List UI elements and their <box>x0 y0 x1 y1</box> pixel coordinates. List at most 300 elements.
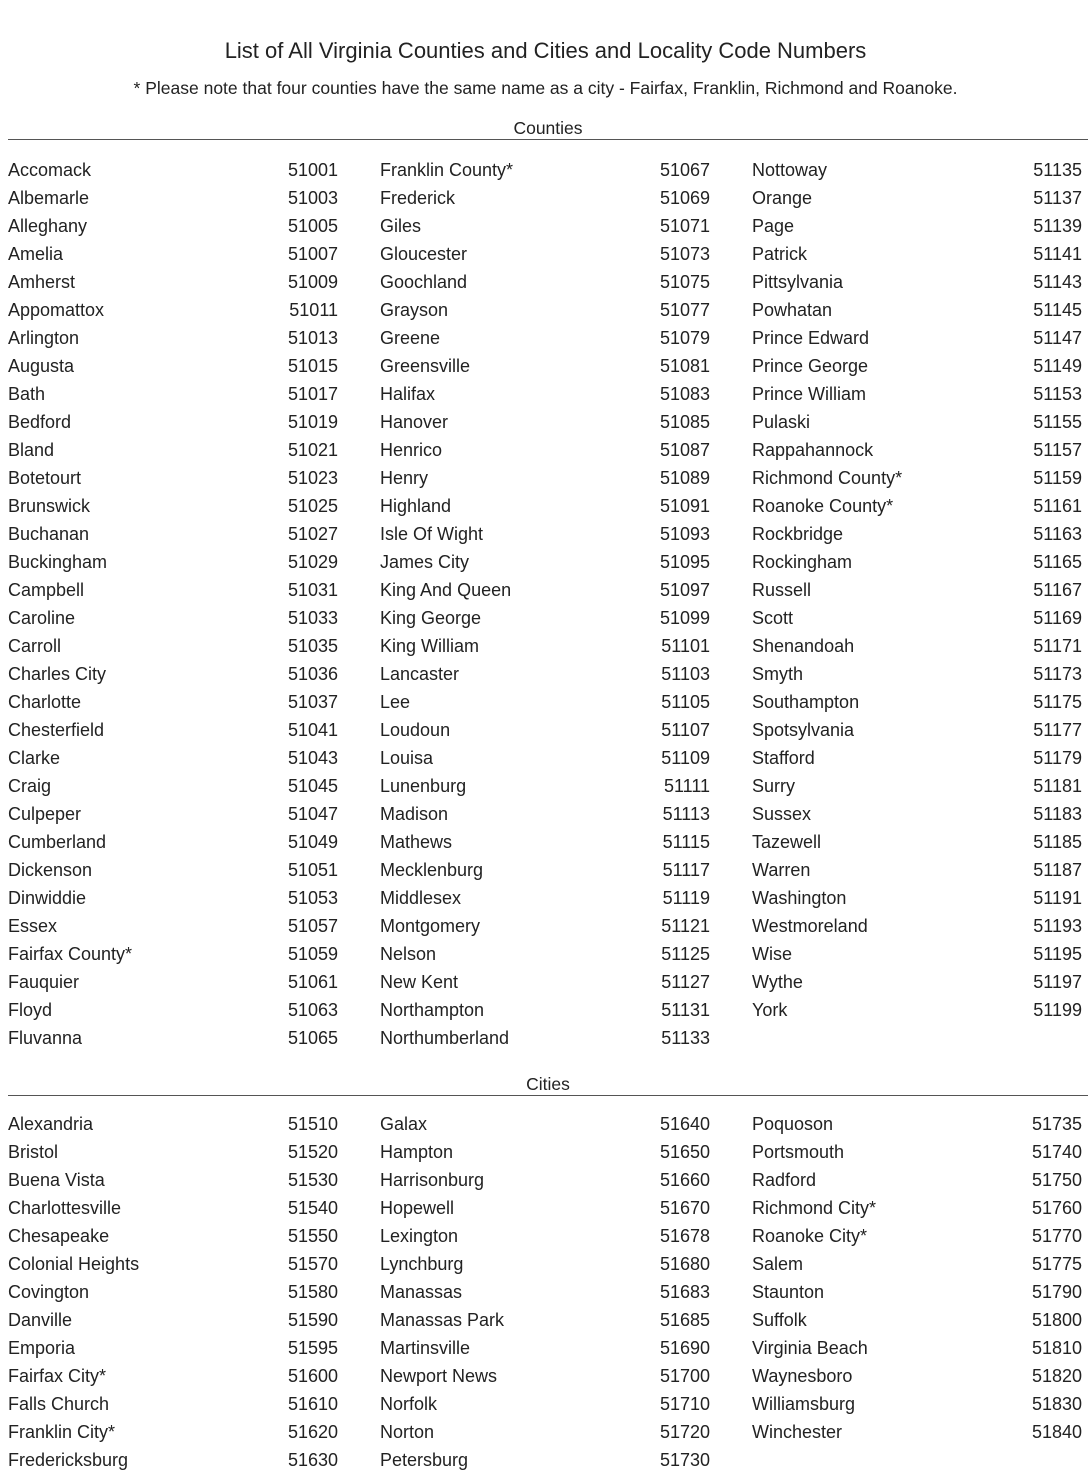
locality-name: Augusta <box>8 356 75 376</box>
locality-name: Arlington <box>8 328 80 348</box>
locality-name: Bedford <box>8 412 72 432</box>
list-item <box>380 492 710 520</box>
list-item <box>380 604 710 632</box>
locality-code: 51169 <box>1033 608 1082 628</box>
list-item <box>380 716 710 744</box>
locality-name: Petersburg <box>380 1450 469 1470</box>
locality-name: Portsmouth <box>752 1142 845 1162</box>
list-item <box>380 352 710 380</box>
locality-code: 51043 <box>287 748 338 768</box>
list-item <box>752 240 1082 268</box>
list-item <box>380 1110 710 1138</box>
locality-code: 51131 <box>661 1000 710 1020</box>
locality-code: 51031 <box>287 580 338 600</box>
locality-code: 51075 <box>659 272 710 292</box>
note-text: * Please note that four counties have the same name as a city - Fairfax, Franklin, Richmond and Roanoke. <box>133 78 958 98</box>
list-item <box>752 548 1082 576</box>
list-item <box>380 436 710 464</box>
locality-name: Madison <box>380 804 449 824</box>
locality-code: 51530 <box>287 1170 338 1190</box>
locality-name: Amherst <box>8 272 76 292</box>
locality-code: 51740 <box>1031 1142 1082 1162</box>
list-item <box>8 632 338 660</box>
locality-name: Patrick <box>752 244 808 264</box>
list-item <box>752 352 1082 380</box>
locality-code: 51011 <box>289 300 338 320</box>
list-item <box>8 156 338 184</box>
locality-code: 51179 <box>1033 748 1082 768</box>
list-item <box>380 464 710 492</box>
list-item <box>752 324 1082 352</box>
locality-name: Chesterfield <box>8 720 105 740</box>
locality-name: Bland <box>8 440 55 460</box>
locality-name: Suffolk <box>752 1310 807 1330</box>
list-item <box>8 352 338 380</box>
locality-code: 51840 <box>1031 1422 1082 1442</box>
locality-name: Nottoway <box>752 160 828 180</box>
locality-name: Sussex <box>752 804 812 824</box>
locality-code: 51590 <box>287 1310 338 1330</box>
locality-code: 51181 <box>1033 776 1082 796</box>
list-item <box>380 828 710 856</box>
locality-code: 51735 <box>1031 1114 1082 1134</box>
list-item <box>8 1110 338 1138</box>
locality-code: 51119 <box>662 888 710 908</box>
locality-name: Roanoke County* <box>752 496 894 516</box>
locality-code: 51063 <box>287 1000 338 1020</box>
list-item <box>380 212 710 240</box>
locality-code: 51067 <box>659 160 710 180</box>
locality-name: Wise <box>752 944 792 964</box>
locality-code: 51775 <box>1031 1254 1082 1274</box>
locality-code: 51095 <box>659 552 710 572</box>
locality-code: 51830 <box>1031 1394 1082 1414</box>
locality-code: 51023 <box>287 468 338 488</box>
locality-code: 51550 <box>287 1226 338 1246</box>
list-item <box>380 1166 710 1194</box>
locality-name: Salem <box>752 1254 804 1274</box>
list-item <box>752 184 1082 212</box>
locality-name: Roanoke City* <box>752 1226 868 1246</box>
locality-name: Staunton <box>752 1282 825 1302</box>
locality-name: Rockbridge <box>752 524 844 544</box>
locality-code: 51810 <box>1031 1338 1082 1358</box>
locality-name: Prince William <box>752 384 867 404</box>
locality-name: Southampton <box>752 692 860 712</box>
locality-name: Prince George <box>752 356 869 376</box>
list-item <box>380 324 710 352</box>
locality-code: 51139 <box>1033 216 1082 236</box>
list-item <box>752 1390 1082 1418</box>
list-item <box>8 1334 338 1362</box>
list-item <box>8 464 338 492</box>
locality-code: 51173 <box>1033 664 1082 684</box>
locality-code: 51143 <box>1033 272 1082 292</box>
locality-code: 51125 <box>661 944 710 964</box>
locality-code: 51145 <box>1033 300 1082 320</box>
list-item <box>752 940 1082 968</box>
locality-name: Harrisonburg <box>380 1170 485 1190</box>
list-item <box>752 744 1082 772</box>
list-item <box>8 1278 338 1306</box>
locality-code: 51191 <box>1033 888 1082 908</box>
locality-name: Nelson <box>380 944 437 964</box>
list-item <box>8 212 338 240</box>
list-item <box>380 632 710 660</box>
cities-column-2 <box>380 1110 710 1474</box>
list-item <box>8 716 338 744</box>
locality-name: King George <box>380 608 482 628</box>
locality-name: Covington <box>8 1282 90 1302</box>
locality-code: 51540 <box>287 1198 338 1218</box>
list-item <box>8 996 338 1024</box>
locality-name: Surry <box>752 776 796 796</box>
counties-column-2 <box>380 156 710 1052</box>
locality-name: Highland <box>380 496 452 516</box>
locality-name: Norfolk <box>380 1394 438 1414</box>
list-item <box>752 716 1082 744</box>
locality-code: 51193 <box>1033 916 1082 936</box>
locality-code: 51113 <box>662 804 710 824</box>
locality-name: Charlotte <box>8 692 82 712</box>
locality-code: 51027 <box>287 524 338 544</box>
list-item <box>8 548 338 576</box>
locality-name: Richmond City* <box>752 1198 877 1218</box>
list-item <box>8 324 338 352</box>
locality-name: Henry <box>380 468 429 488</box>
locality-code: 51036 <box>287 664 338 684</box>
locality-code: 51163 <box>1033 524 1082 544</box>
list-item <box>8 800 338 828</box>
counties-column-1 <box>8 156 338 1052</box>
locality-name: Williamsburg <box>752 1394 856 1414</box>
locality-code: 51107 <box>661 720 710 740</box>
list-item <box>8 492 338 520</box>
list-item <box>752 212 1082 240</box>
locality-name: Carroll <box>8 636 62 656</box>
locality-name: Fairfax City* <box>8 1366 107 1386</box>
locality-name: Greene <box>380 328 441 348</box>
locality-name: Northampton <box>380 1000 485 1020</box>
locality-code: 51049 <box>287 832 338 852</box>
locality-code: 51035 <box>287 636 338 656</box>
list-item <box>8 1362 338 1390</box>
cities-heading: Cities <box>8 1073 1088 1096</box>
locality-name: Albemarle <box>8 188 90 208</box>
locality-name: Montgomery <box>380 916 481 936</box>
counties-column-3 <box>752 156 1082 1024</box>
locality-code: 51101 <box>661 636 710 656</box>
locality-name: Warren <box>752 860 811 880</box>
list-item <box>8 660 338 688</box>
list-item <box>752 380 1082 408</box>
locality-name: Radford <box>752 1170 817 1190</box>
locality-code: 51171 <box>1033 636 1082 656</box>
locality-name: Page <box>752 216 795 236</box>
locality-code: 51121 <box>661 916 710 936</box>
locality-code: 51069 <box>659 188 710 208</box>
list-item <box>380 968 710 996</box>
locality-name: Shenandoah <box>752 636 855 656</box>
list-item <box>8 184 338 212</box>
locality-code: 51147 <box>1033 328 1082 348</box>
locality-code: 51117 <box>662 860 710 880</box>
locality-code: 51021 <box>287 440 338 460</box>
list-item <box>752 492 1082 520</box>
locality-name: Buckingham <box>8 552 108 572</box>
list-item <box>752 996 1082 1024</box>
locality-name: York <box>752 1000 788 1020</box>
list-item <box>380 576 710 604</box>
list-item <box>380 184 710 212</box>
locality-code: 51057 <box>287 916 338 936</box>
list-item <box>752 912 1082 940</box>
locality-name: Pulaski <box>752 412 811 432</box>
list-item <box>380 380 710 408</box>
locality-name: Caroline <box>8 608 76 628</box>
locality-name: Goochland <box>380 272 468 292</box>
locality-code: 51051 <box>287 860 338 880</box>
locality-name: King And Queen <box>380 580 512 600</box>
list-item <box>752 408 1082 436</box>
locality-name: Clarke <box>8 748 61 768</box>
list-item <box>752 1166 1082 1194</box>
locality-code: 51187 <box>1033 860 1082 880</box>
locality-name: Buchanan <box>8 524 90 544</box>
locality-code: 51089 <box>659 468 710 488</box>
locality-name: Bath <box>8 384 46 404</box>
locality-name: Fredericksburg <box>8 1450 129 1470</box>
locality-name: Colonial Heights <box>8 1254 140 1274</box>
locality-code: 51017 <box>287 384 338 404</box>
locality-name: Alleghany <box>8 216 88 236</box>
locality-code: 51037 <box>287 692 338 712</box>
list-item <box>380 1024 710 1052</box>
locality-code: 51001 <box>287 160 338 180</box>
list-item <box>8 604 338 632</box>
page-title: List of All Virginia Counties and Cities and Locality Code Numbers <box>224 38 867 63</box>
list-item <box>752 772 1082 800</box>
list-item <box>380 1278 710 1306</box>
locality-name: King William <box>380 636 480 656</box>
locality-name: Loudoun <box>380 720 451 740</box>
locality-name: Falls Church <box>8 1394 110 1414</box>
list-item <box>8 520 338 548</box>
locality-code: 51730 <box>659 1450 710 1470</box>
list-item <box>8 828 338 856</box>
locality-name: Westmoreland <box>752 916 868 936</box>
locality-name: Washington <box>752 888 847 908</box>
locality-code: 51105 <box>661 692 710 712</box>
list-item <box>8 380 338 408</box>
locality-code: 51109 <box>661 748 710 768</box>
list-item <box>380 296 710 324</box>
locality-name: Giles <box>380 216 422 236</box>
locality-name: Richmond County* <box>752 468 903 488</box>
locality-code: 51097 <box>659 580 710 600</box>
locality-name: Franklin County* <box>380 160 514 180</box>
list-item <box>752 660 1082 688</box>
locality-name: Hanover <box>380 412 449 432</box>
locality-name: Rockingham <box>752 552 853 572</box>
locality-code: 51199 <box>1033 1000 1082 1020</box>
locality-code: 51033 <box>287 608 338 628</box>
locality-name: Prince Edward <box>752 328 870 348</box>
locality-code: 51153 <box>1033 384 1082 404</box>
list-item <box>8 772 338 800</box>
list-item <box>752 604 1082 632</box>
locality-name: Charlottesville <box>8 1198 122 1218</box>
list-item <box>752 268 1082 296</box>
locality-code: 51005 <box>287 216 338 236</box>
list-item <box>752 856 1082 884</box>
locality-name: Danville <box>8 1310 73 1330</box>
list-item <box>380 660 710 688</box>
locality-name: Amelia <box>8 244 64 264</box>
list-item <box>380 240 710 268</box>
locality-name: Spotsylvania <box>752 720 855 740</box>
locality-code: 51111 <box>663 776 710 796</box>
locality-name: Craig <box>8 776 52 796</box>
locality-code: 51015 <box>287 356 338 376</box>
list-item <box>8 1418 338 1446</box>
locality-name: Appomattox <box>8 300 105 320</box>
list-item <box>752 800 1082 828</box>
list-item <box>8 940 338 968</box>
locality-code: 51079 <box>659 328 710 348</box>
locality-name: Accomack <box>8 160 92 180</box>
locality-code: 51093 <box>659 524 710 544</box>
list-item <box>380 1362 710 1390</box>
locality-name: Scott <box>752 608 794 628</box>
locality-code: 51600 <box>287 1366 338 1386</box>
locality-name: Manassas <box>380 1282 463 1302</box>
locality-name: New Kent <box>380 972 459 992</box>
locality-name: Northumberland <box>380 1028 510 1048</box>
locality-name: Rappahannock <box>752 440 874 460</box>
locality-name: Virginia Beach <box>752 1338 868 1358</box>
locality-code: 51141 <box>1033 244 1082 264</box>
list-item <box>752 968 1082 996</box>
locality-code: 51790 <box>1031 1282 1082 1302</box>
locality-code: 51061 <box>287 972 338 992</box>
list-item <box>8 1024 338 1052</box>
locality-name: Franklin City* <box>8 1422 116 1442</box>
list-item <box>380 268 710 296</box>
list-item <box>380 1222 710 1250</box>
locality-code: 51520 <box>287 1142 338 1162</box>
locality-name: James City <box>380 552 470 572</box>
locality-code: 51013 <box>287 328 338 348</box>
locality-name: Waynesboro <box>752 1366 853 1386</box>
locality-code: 51800 <box>1031 1310 1082 1330</box>
locality-code: 51115 <box>662 832 710 852</box>
locality-code: 51660 <box>659 1170 710 1190</box>
locality-name: Campbell <box>8 580 85 600</box>
list-item <box>8 968 338 996</box>
locality-name: Essex <box>8 916 58 936</box>
list-item <box>8 688 338 716</box>
list-item <box>8 576 338 604</box>
locality-code: 51085 <box>659 412 710 432</box>
locality-code: 51678 <box>659 1226 710 1246</box>
list-item <box>380 856 710 884</box>
list-item <box>752 1362 1082 1390</box>
list-item <box>8 268 338 296</box>
locality-name: Buena Vista <box>8 1170 105 1190</box>
locality-name: Lunenburg <box>380 776 467 796</box>
locality-code: 51510 <box>287 1114 338 1134</box>
cities-column-3 <box>752 1110 1082 1446</box>
locality-name: Powhatan <box>752 300 833 320</box>
list-item <box>8 296 338 324</box>
locality-name: Russell <box>752 580 812 600</box>
list-item <box>380 1446 710 1474</box>
locality-code: 51083 <box>659 384 710 404</box>
locality-code: 51041 <box>287 720 338 740</box>
locality-code: 51640 <box>659 1114 710 1134</box>
locality-name: Tazewell <box>752 832 822 852</box>
list-item <box>752 1138 1082 1166</box>
locality-name: Gloucester <box>380 244 468 264</box>
list-item <box>380 1306 710 1334</box>
locality-code: 51019 <box>287 412 338 432</box>
list-item <box>380 940 710 968</box>
locality-name: Lee <box>380 692 411 712</box>
locality-code: 51135 <box>1033 160 1082 180</box>
locality-code: 51099 <box>659 608 710 628</box>
locality-name: Henrico <box>380 440 443 460</box>
locality-name: Chesapeake <box>8 1226 110 1246</box>
list-item <box>8 436 338 464</box>
list-item <box>752 520 1082 548</box>
locality-name: Botetourt <box>8 468 82 488</box>
locality-code: 51137 <box>1033 188 1082 208</box>
locality-name: Isle Of Wight <box>380 524 484 544</box>
locality-name: Floyd <box>8 1000 53 1020</box>
list-item <box>8 884 338 912</box>
list-item <box>752 1222 1082 1250</box>
locality-name: Middlesex <box>380 888 462 908</box>
locality-name: Manassas Park <box>380 1310 505 1330</box>
locality-code: 51081 <box>659 356 710 376</box>
locality-name: Galax <box>380 1114 428 1134</box>
list-item <box>380 408 710 436</box>
locality-code: 51710 <box>659 1394 710 1414</box>
locality-name: Halifax <box>380 384 436 404</box>
locality-code: 51133 <box>661 1028 710 1048</box>
locality-code: 51570 <box>287 1254 338 1274</box>
list-item <box>752 436 1082 464</box>
locality-code: 51670 <box>659 1198 710 1218</box>
locality-name: Stafford <box>752 748 815 768</box>
locality-code: 51003 <box>287 188 338 208</box>
list-item <box>752 464 1082 492</box>
locality-name: Mecklenburg <box>380 860 484 880</box>
locality-code: 51073 <box>659 244 710 264</box>
locality-code: 51650 <box>659 1142 710 1162</box>
locality-code: 51025 <box>287 496 338 516</box>
locality-code: 51685 <box>659 1310 710 1330</box>
list-item <box>380 156 710 184</box>
list-item <box>380 744 710 772</box>
locality-name: Grayson <box>380 300 449 320</box>
locality-code: 51820 <box>1031 1366 1082 1386</box>
locality-code: 51167 <box>1033 580 1082 600</box>
list-item <box>380 996 710 1024</box>
locality-code: 51595 <box>287 1338 338 1358</box>
locality-name: Fluvanna <box>8 1028 83 1048</box>
